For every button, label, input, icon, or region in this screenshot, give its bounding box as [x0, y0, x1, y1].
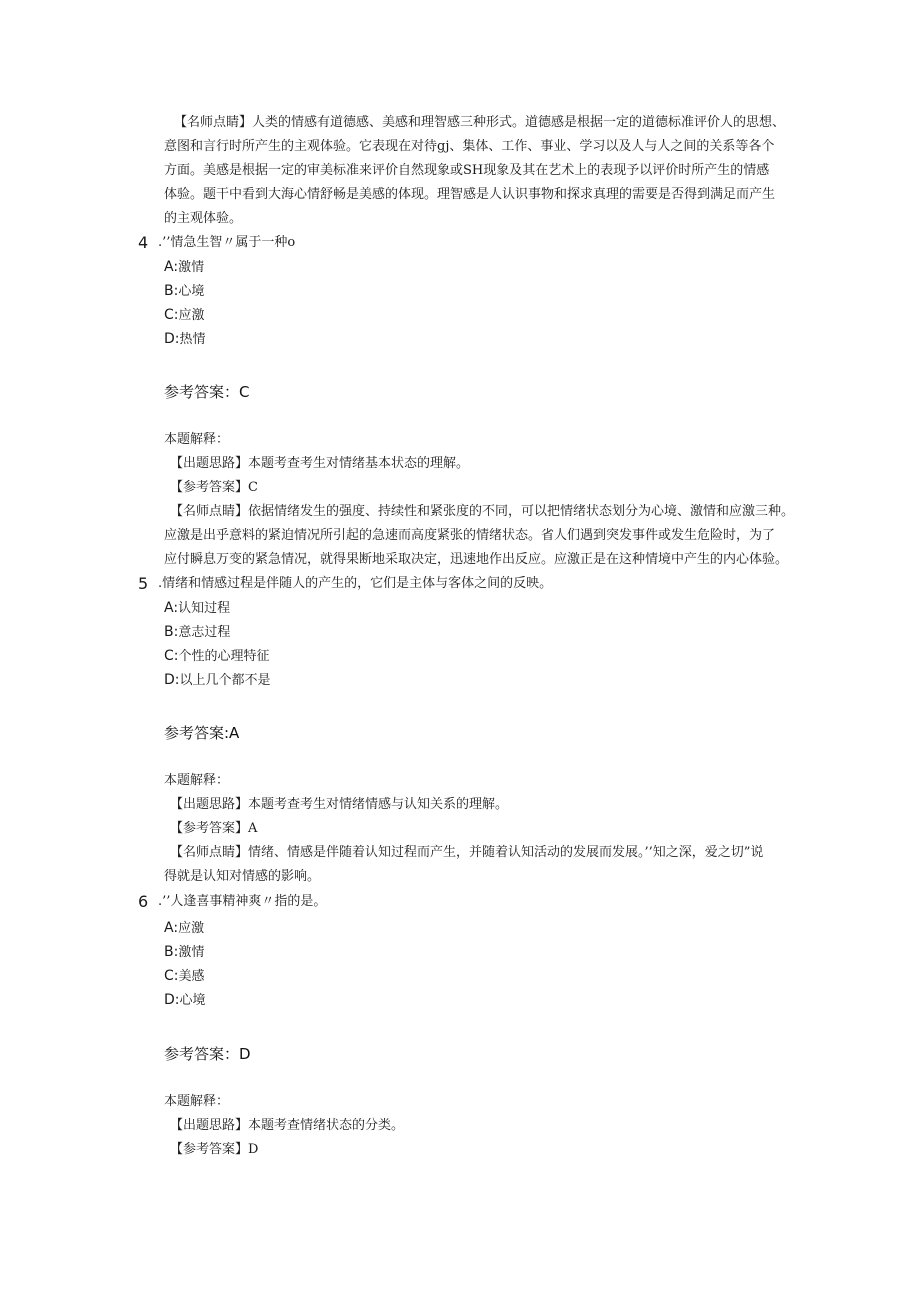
- option-letter: D:: [164, 672, 180, 688]
- option-b[interactable]: [164, 942, 204, 963]
- option-letter: D:: [164, 992, 180, 1008]
- intro-line-3: 方面。美感是根据一定的审美标准来评价自然现象或SH现象及其在艺术上的表现予以评价时所产生的情感: [164, 163, 770, 178]
- option-c[interactable]: [164, 646, 270, 667]
- answer-line: 参考答案：C: [164, 383, 250, 401]
- question-number: 4: [138, 233, 149, 252]
- option-text: 心境: [178, 284, 205, 299]
- explanation-title: 本题解释：: [164, 432, 230, 447]
- question-text: .情绪和情感过程是伴随人的产生的，它们是主体与客体之间的反映。: [158, 576, 553, 591]
- note-line-2: 应激是出乎意料的紧迫情况所引起的急速而高度紧张的情绪状态。省人们遇到突发事件或发生危险时，为了: [164, 528, 776, 543]
- reference-answer: 【参考答案】D: [170, 1142, 259, 1157]
- intro-line-1: 【名师点睛】人类的情感有道德感、美感和理智感三种形式。道德感是根据一定的道德标准评价人的思想、: [174, 115, 786, 130]
- option-text: 热情: [179, 332, 206, 347]
- thought-line: 【出题思路】本题考查考生对情绪基本状态的理解。: [170, 456, 470, 471]
- thought-line: 【出题思路】本题考查考生对情绪情感与认知关系的理解。: [170, 797, 509, 812]
- option-letter: B:: [164, 944, 179, 960]
- reference-answer: 【参考答案】A: [170, 821, 258, 836]
- intro-line-5: 的主观体验。: [164, 211, 243, 226]
- option-d[interactable]: [164, 990, 206, 1011]
- option-text: 激情: [178, 260, 205, 275]
- option-letter: C:: [164, 648, 179, 664]
- question-text: .’’情急生智〃属于一种o: [158, 235, 296, 250]
- option-letter: C:: [164, 968, 179, 984]
- option-c[interactable]: [164, 305, 205, 326]
- option-text: 激情: [178, 945, 205, 960]
- note-line-1: 【名师点睛】依据情绪发生的强度、持续性和紧张度的不同，可以把情绪状态划分为心境、激情和应激三种。: [170, 504, 795, 519]
- answer-line: 参考答案：D: [164, 1045, 251, 1063]
- option-letter: D:: [164, 331, 180, 347]
- option-a[interactable]: [164, 257, 204, 278]
- explanation-title: 本题解释：: [164, 773, 230, 788]
- option-letter: A:: [164, 600, 179, 616]
- note-line-2: 得就是认知对情感的影响。: [164, 869, 321, 884]
- question-number: 5: [138, 574, 149, 593]
- reference-answer: 【参考答案】C: [170, 480, 258, 495]
- option-text: 个性的心理特征: [178, 649, 270, 664]
- intro-line-2: 意图和言行时所产生的主观体验。它表现在对待gj、集体、工作、事业、学习以及人与人之间的关系等各个: [164, 139, 775, 154]
- option-text: 应激: [178, 308, 205, 323]
- question-number: 6: [138, 892, 149, 911]
- option-letter: B:: [164, 283, 179, 299]
- option-a[interactable]: [164, 598, 230, 619]
- option-text: 意志过程: [178, 625, 231, 640]
- option-b[interactable]: [164, 281, 204, 302]
- question-text: .’’人逢喜事精神爽〃指的是。: [158, 894, 327, 909]
- option-c[interactable]: [164, 966, 205, 987]
- option-letter: A:: [164, 259, 179, 275]
- answer-line: 参考答案:A: [164, 724, 240, 742]
- intro-line-4: 体验。题干中看到大海心情舒畅是美感的体现。理智感是人认识事物和探求真理的需要是否得到满足而产生: [164, 187, 776, 202]
- option-text: 以上几个都不是: [179, 673, 271, 688]
- option-a[interactable]: [164, 918, 204, 939]
- explanation-title: 本题解释：: [164, 1094, 230, 1109]
- note-line-1: 【名师点睛】情绪、情感是伴随着认知过程而产生，并随着认知活动的发展而发展。’’知之深，爱之切”说: [170, 845, 764, 860]
- option-letter: B:: [164, 624, 179, 640]
- option-letter: C:: [164, 307, 179, 323]
- option-text: 美感: [178, 969, 205, 984]
- option-letter: A:: [164, 920, 179, 936]
- option-text: 应激: [178, 921, 205, 936]
- option-d[interactable]: [164, 329, 206, 350]
- thought-line: 【出题思路】本题考查情绪状态的分类。: [170, 1118, 405, 1133]
- note-line-3: 应付瞬息万变的紧急情况，就得果断地采取决定，迅速地作出反应。应激正是在这种情境中产生的内心体验。: [164, 552, 789, 567]
- option-b[interactable]: [164, 622, 230, 643]
- option-d[interactable]: [164, 670, 271, 691]
- option-text: 认知过程: [178, 601, 231, 616]
- option-text: 心境: [179, 993, 206, 1008]
